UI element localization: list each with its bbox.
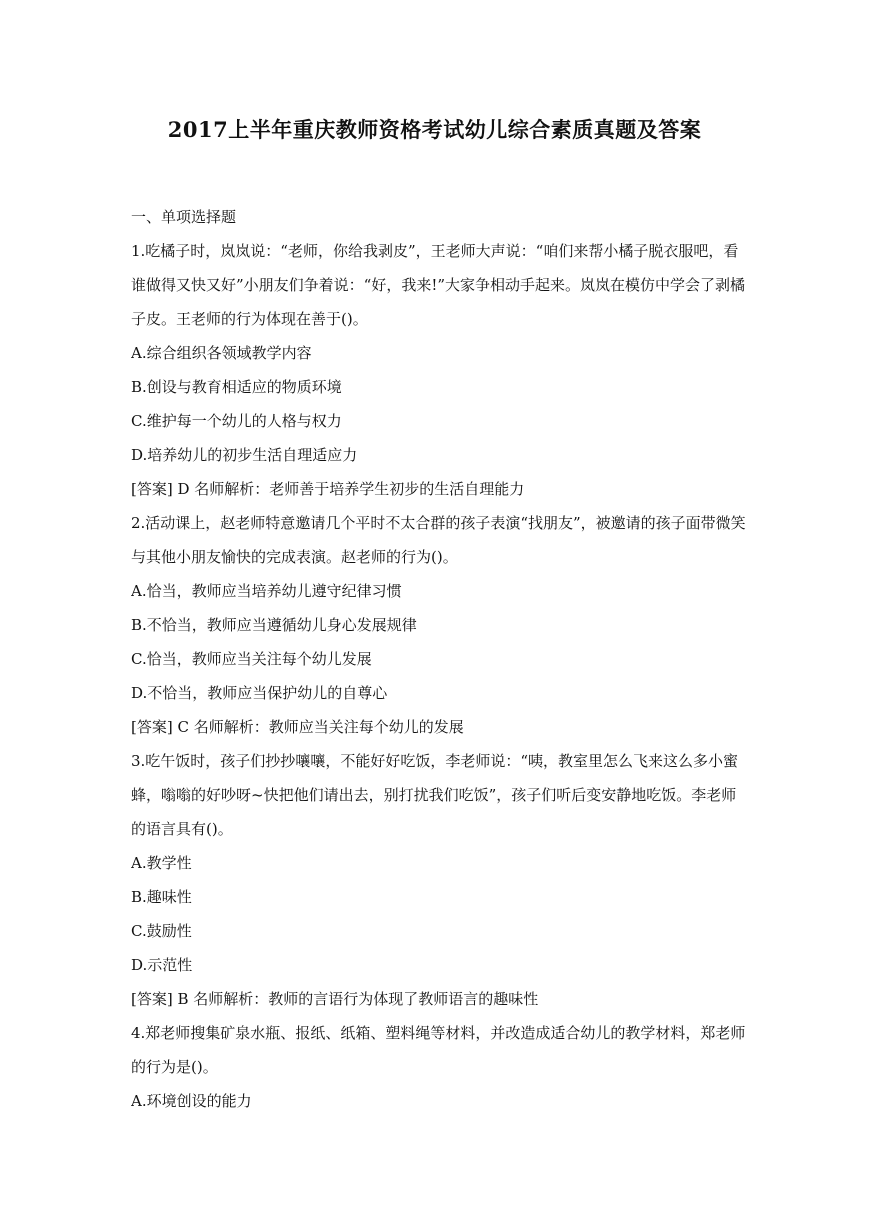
- question-1-answer: [答案] D 名师解析：老师善于培养学生初步的生活自理能力: [131, 480, 525, 498]
- question-2-option-c: C.恰当，教师应当关注每个幼儿发展: [131, 650, 372, 668]
- question-3-option-c: C.鼓励性: [131, 922, 192, 940]
- question-4-option-a: A.环境创设的能力: [131, 1092, 252, 1110]
- question-2-answer: [答案] C 名师解析：教师应当关注每个幼儿的发展: [131, 718, 464, 736]
- question-1-stem: 1.吃橘子时，岚岚说：“老师，你给我剥皮”，王老师大声说：“咱们来帮小橘子脱衣服吧，看谁做得又快又好”小朋友们争着说：“好，我来!”大家争相动手起来。岚岚在模仿中学会了剥橘子皮。王老师的行为体现在善于()。: [131, 242, 746, 328]
- question-3-option-a: A.教学性: [131, 854, 192, 872]
- question-2-option-b: B.不恰当，教师应当遵循幼儿身心发展规律: [131, 616, 417, 634]
- document-body: [131, 200, 746, 1118]
- question-1-option-d: D.培养幼儿的初步生活自理适应力: [131, 446, 358, 464]
- question-3-option-b: B.趣味性: [131, 888, 192, 906]
- document-title: 2017上半年重庆教师资格考试幼儿综合素质真题及答案: [167, 117, 702, 142]
- question-1-option-b: B.创设与教育相适应的物质环境: [131, 378, 342, 396]
- question-1-option-a: A.综合组织各领域教学内容: [131, 344, 312, 362]
- question-1-option-c: C.维护每一个幼儿的人格与权力: [131, 412, 342, 430]
- question-4-stem: 4.郑老师搜集矿泉水瓶、报纸、纸箱、塑料绳等材料，并改造成适合幼儿的教学材料，郑老师的行为是()。: [131, 1024, 746, 1076]
- question-3-option-d: D.示范性: [131, 956, 193, 974]
- question-3-stem: 3.吃午饭时，孩子们抄抄嚷嚷，不能好好吃饭，李老师说：“咦，教室里怎么飞来这么多小蜜蜂，嗡嗡的好吵呀~快把他们请出去，别打扰我们吃饭”，孩子们听后变安静地吃饭。李老师的语言具有()。: [131, 752, 738, 838]
- question-2-option-a: A.恰当，教师应当培养幼儿遵守纪律习惯: [131, 582, 402, 600]
- question-3-answer: [答案] B 名师解析：教师的言语行为体现了教师语言的趣味性: [131, 990, 539, 1008]
- section-heading: 一、单项选择题: [131, 208, 237, 226]
- question-2-option-d: D.不恰当，教师应当保护幼儿的自尊心: [131, 684, 388, 702]
- question-2-stem: 2.活动课上，赵老师特意邀请几个平时不太合群的孩子表演“找朋友”，被邀请的孩子面带微笑与其他小朋友愉快的完成表演。赵老师的行为()。: [131, 514, 746, 566]
